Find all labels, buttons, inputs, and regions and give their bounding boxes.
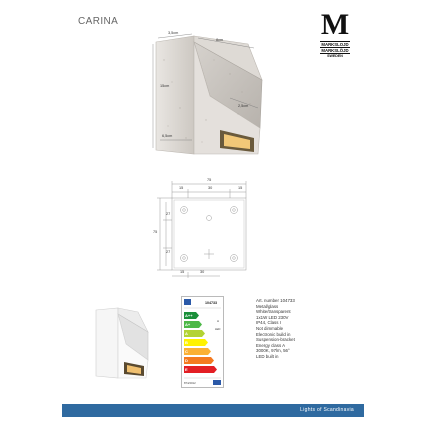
drawing-dim-side-lower: 27 — [166, 250, 171, 254]
drawing-dim-top-mid: 30 — [208, 186, 213, 190]
energy-class-label: C — [185, 349, 188, 355]
photo-dim-base-depth: 6,5cm — [162, 134, 173, 138]
spec-line: LED built in — [256, 353, 279, 359]
spec-line: Art. number 104733 — [256, 298, 295, 303]
energy-class-bar — [184, 348, 211, 355]
drawing-dim-top-left: 15 — [179, 186, 184, 190]
logo-line-2: MARKSLÖJD — [321, 48, 349, 53]
photo-dim-height: 15cm — [160, 84, 170, 88]
spec-line: 1x1W LED 230V — [256, 314, 289, 320]
spec-line: Energy class A — [256, 342, 286, 348]
energy-class-label: E — [185, 367, 188, 373]
energy-label-article: 104733 — [205, 301, 217, 305]
photo-dim-width: 3,5cm — [168, 31, 179, 35]
brand-logo — [318, 10, 352, 60]
energy-class-bar — [184, 357, 214, 364]
energy-label-footer-code: 874/2012 — [184, 381, 196, 385]
spec-line: Metal/glass — [256, 303, 279, 309]
spec-line: IP44, Class I — [256, 320, 281, 326]
spec-line: Electronic build in — [256, 331, 291, 337]
spec-line: 3000K, 97lm, 56° — [256, 348, 290, 354]
product-title: CARINA — [78, 16, 119, 27]
photo-dim-front-height: 2,5cm — [238, 104, 249, 108]
drawing-dim-bottom-mid: 30 — [200, 270, 205, 274]
energy-class-label: A++ — [185, 313, 193, 319]
drawing-dim-side-overall: 75 — [153, 230, 158, 234]
energy-label-side-mark-1: LED — [215, 327, 221, 331]
drawing-dim-side-upper: 27 — [166, 212, 171, 216]
energy-class-label: A+ — [185, 322, 191, 328]
footer-bar — [62, 404, 364, 417]
logo-letter: M — [320, 8, 350, 41]
energy-class-bar — [184, 366, 217, 373]
drawing-dim-bottom-left: 15 — [180, 270, 185, 274]
technical-drawing — [150, 176, 270, 280]
drawing-dim-top-overall: 75 — [207, 178, 212, 182]
drawing-dim-top-right: 15 — [238, 186, 243, 190]
spec-line: Not dimmable — [256, 325, 284, 331]
energy-class-label: B — [185, 340, 188, 346]
energy-class-label: D — [185, 358, 188, 364]
logo-line-1: MARKSLOJD — [321, 42, 349, 47]
photo-dim-depth: 8cm — [216, 38, 224, 42]
product-photo — [150, 30, 270, 158]
specifications-list — [256, 298, 340, 360]
logo-line-3: SWEDEN — [320, 53, 350, 59]
energy-label-side-mark-0: A — [217, 319, 220, 323]
energy-label — [181, 296, 224, 388]
footer-text: Lights of Scandinavia — [300, 407, 354, 413]
spec-line: White/transparent — [256, 309, 291, 315]
product-photo-white — [88, 304, 160, 382]
spec-line: Suspension-bracket — [256, 337, 295, 343]
energy-class-label: A — [185, 331, 188, 337]
